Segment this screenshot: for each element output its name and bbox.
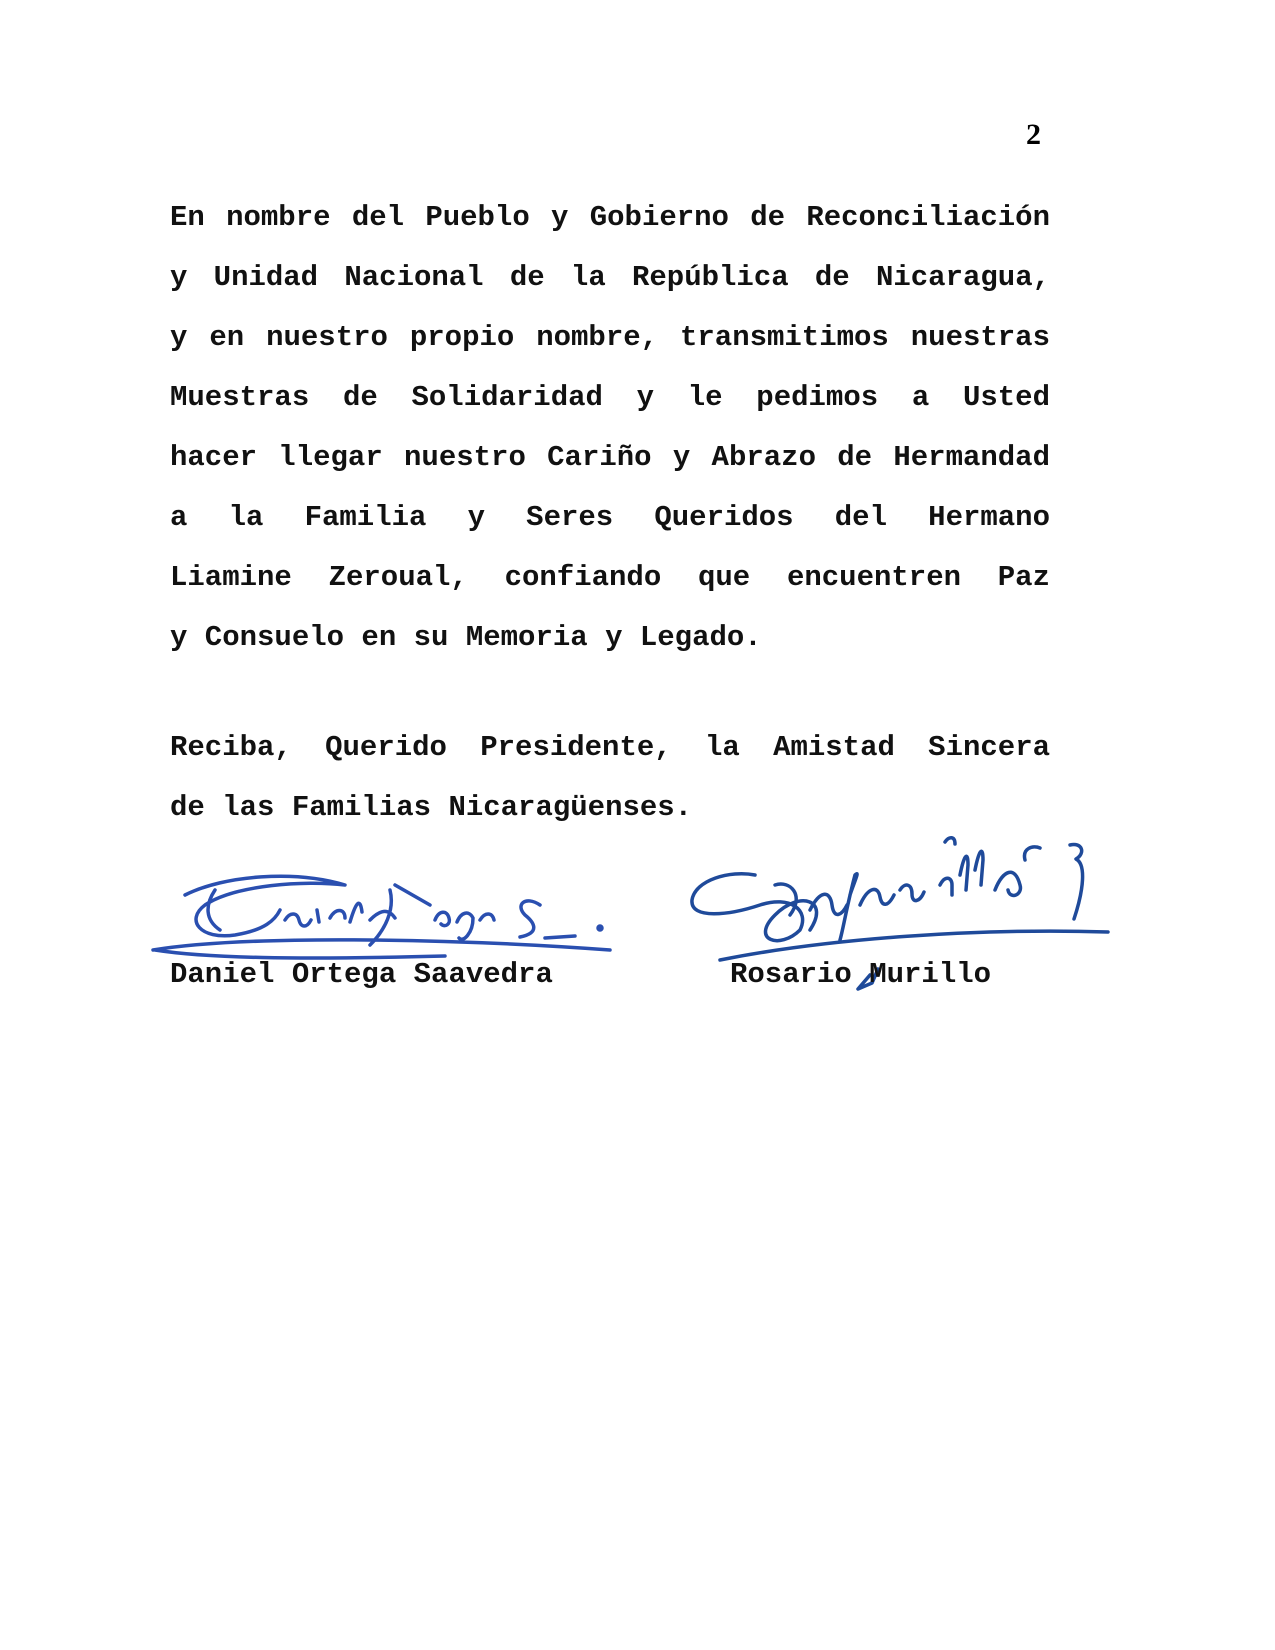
text-line: Muestras de Solidaridad y le pedimos a Usted <box>170 381 1050 414</box>
signatory-name: Daniel Ortega Saavedra <box>170 958 553 991</box>
text-line: y Consuelo en su Memoria y Legado. <box>170 621 762 654</box>
text-line: a la Familia y Seres Queridos del Hermano <box>170 501 1050 534</box>
body-paragraph-1 <box>170 188 1050 668</box>
text-line: y en nuestro propio nombre, transmitimos nuestras <box>170 321 1050 354</box>
text-line: hacer llegar nuestro Cariño y Abrazo de Hermandad <box>170 441 1050 474</box>
signature-daniel-ortega <box>145 850 625 970</box>
text-line: y Unidad Nacional de la República de Nicaragua, <box>170 261 1050 294</box>
text-line: de las Familias Nicaragüenses. <box>170 791 693 824</box>
text-line: Liamine Zeroual, confiando que encuentren Paz <box>170 561 1050 594</box>
text-line: En nombre del Pueblo y Gobierno de Reconciliación <box>170 201 1050 234</box>
signatory-name: Rosario Murillo <box>730 958 992 991</box>
page-number: 2 <box>1026 118 1041 151</box>
text-line: Reciba, Querido Presidente, la Amistad Sincera <box>170 731 1050 764</box>
